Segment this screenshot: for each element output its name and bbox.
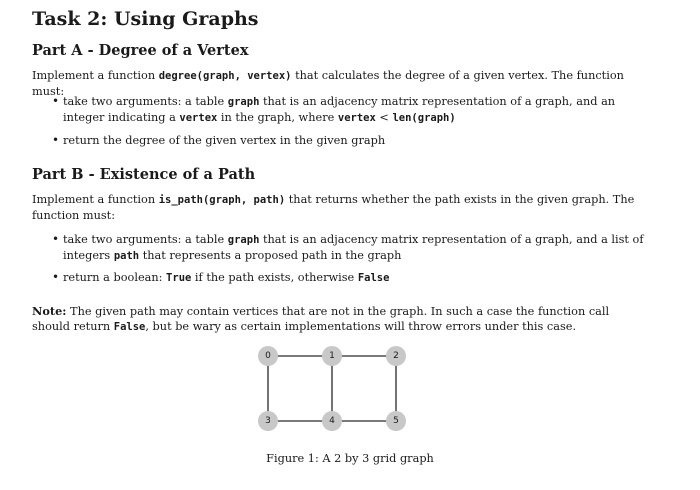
part-b-bullet-2: • return a boolean: True if the path exists, otherwise False	[52, 270, 648, 286]
part-b-intro: Implement a function is_path(graph, path) that returns whether the path exists in the given graph. The function must:	[32, 193, 635, 222]
node-0-label: 0	[265, 351, 271, 361]
node-3-label: 3	[265, 416, 271, 426]
part-a-intro: Implement a function degree(graph, vertex) that calculates the degree of a given vertex. The function must:	[32, 69, 624, 98]
part-a-bullet-1: • take two arguments: a table graph that is an adjacency matrix representation of a graph, and an integer indicating a vertex in the graph, where vertex < len(graph)	[52, 94, 648, 126]
node-1-label: 1	[329, 351, 335, 361]
node-4-label: 4	[329, 416, 335, 426]
part-a-bullet-2: • return the degree of the given vertex in the given graph	[52, 133, 648, 148]
note-paragraph: Note: The given path may contain vertices that are not in the graph. In such a case the function call should return False, but be wary as certain implementations will throw errors under this case.	[32, 304, 610, 333]
node-5-label: 5	[393, 416, 399, 426]
note-label: Note:	[32, 304, 67, 318]
page-title: Task 2: Using Graphs	[32, 8, 259, 30]
part-a-heading: Part A - Degree of a Vertex	[32, 42, 249, 59]
is-path-signature: is_path(graph, path)	[158, 194, 286, 206]
node-2-label: 2	[393, 351, 399, 361]
figure-caption: Figure 1: A 2 by 3 grid graph	[266, 452, 434, 465]
part-b-bullet-1: • take two arguments: a table graph that is an adjacency matrix representation of a graph, and a list of integers path that represents a proposed path in the graph	[52, 232, 648, 264]
degree-signature: degree(graph, vertex)	[158, 70, 292, 82]
part-b-heading: Part B - Existence of a Path	[32, 166, 256, 183]
